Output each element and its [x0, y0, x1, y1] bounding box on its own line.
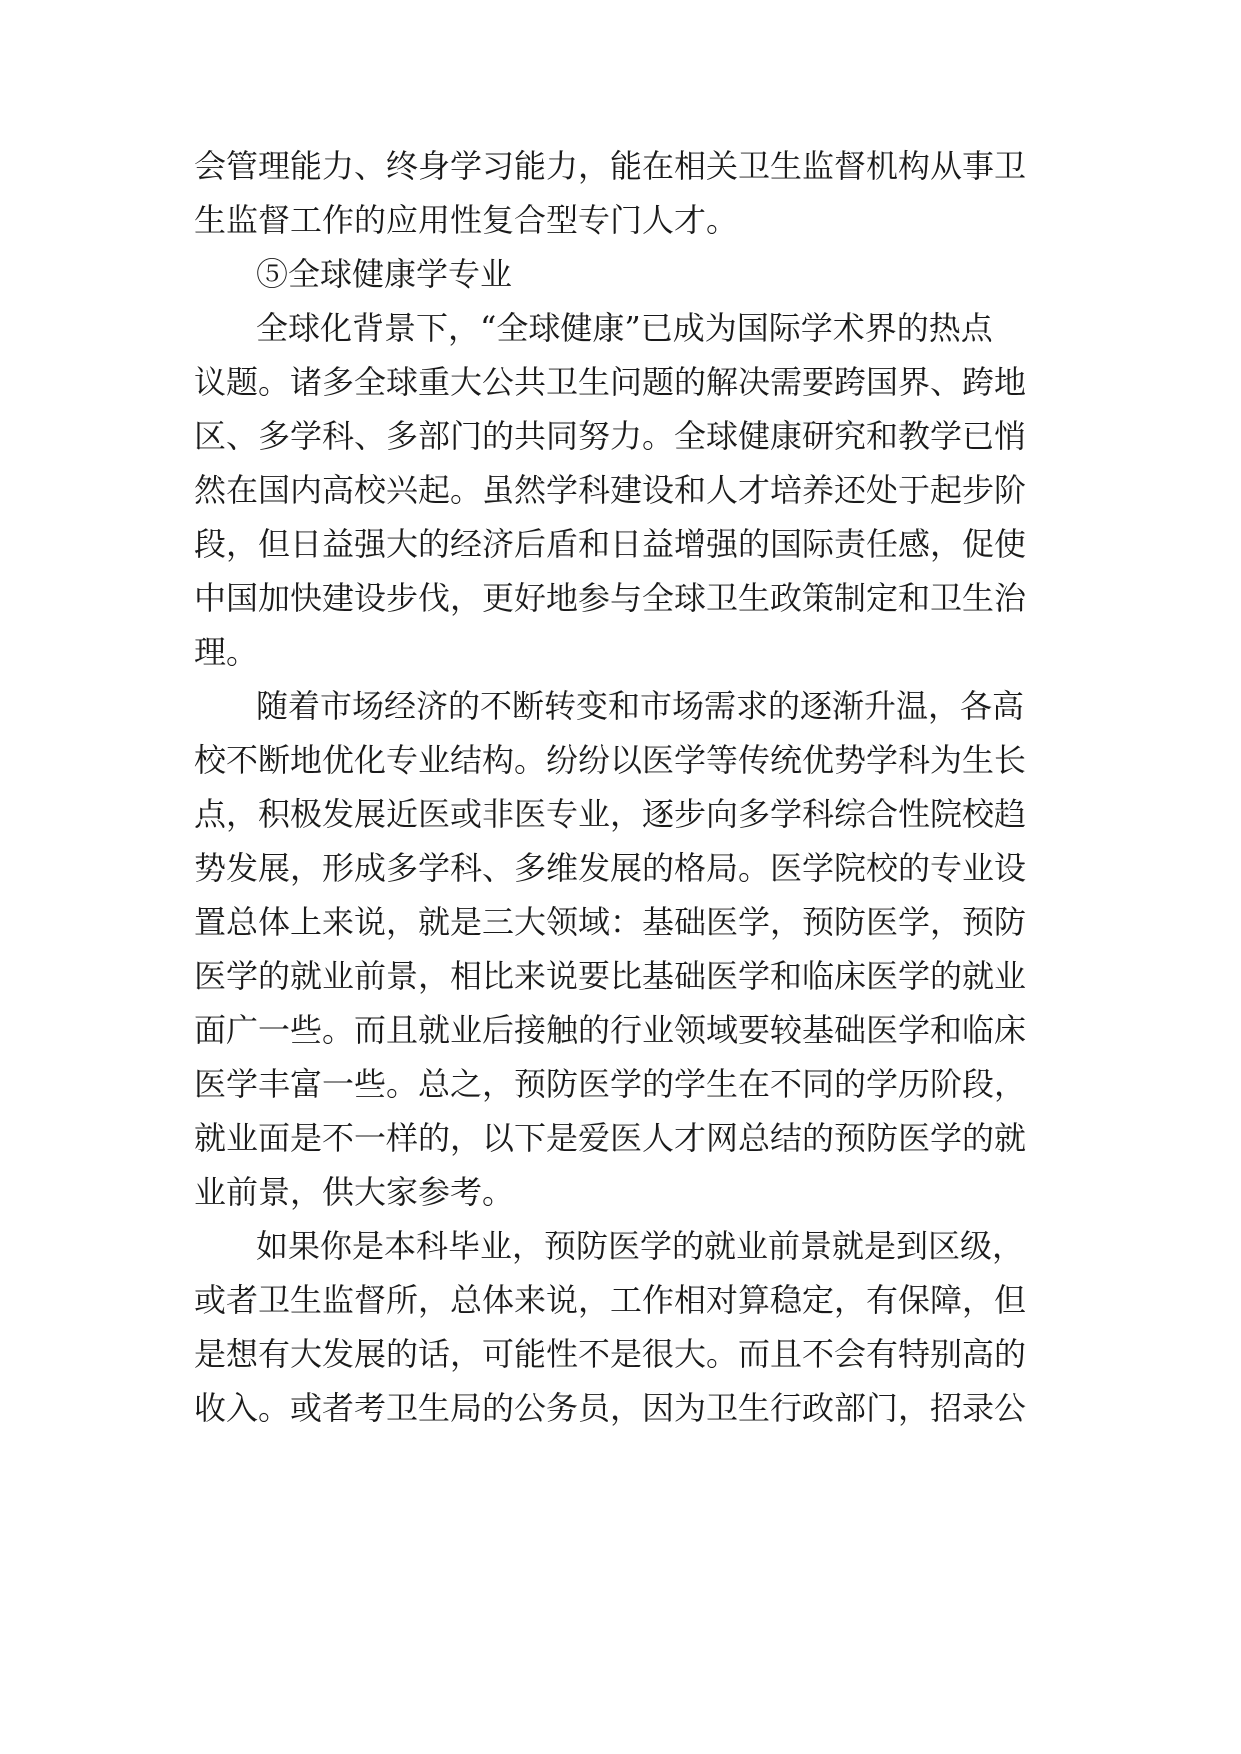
text-line: 医学的就业前景，相比来说要比基础医学和临床医学的就业 [194, 957, 1027, 995]
text-line: 会管理能力、终身学习能力，能在相关卫生监督机构从事卫 [194, 147, 1027, 185]
text-line: 或者卫生监督所，总体来说，工作相对算稳定，有保障，但 [194, 1281, 1027, 1319]
text-line: 议题。诸多全球重大公共卫生问题的解决需要跨国界、跨地 [194, 363, 1027, 401]
text-line: 全球化背景下，“全球健康”已成为国际学术界的热点 [256, 309, 993, 347]
text-line: 医学丰富一些。总之，预防医学的学生在不同的学历阶段， [194, 1065, 1027, 1103]
text-line: 理。 [194, 633, 259, 671]
text-line: 校不断地优化专业结构。纷纷以医学等传统优势学科为生长 [194, 741, 1027, 779]
section-heading: ⑤全球健康学专业 [256, 255, 513, 293]
text-line: 势发展，形成多学科、多维发展的格局。医学院校的专业设 [194, 849, 1027, 887]
text-line: 段，但日益强大的经济后盾和日益增强的国际责任感，促使 [194, 525, 1027, 563]
text-line: 收入。或者考卫生局的公务员，因为卫生行政部门，招录公 [194, 1389, 1027, 1427]
text-line: 点，积极发展近医或非医专业，逐步向多学科综合性院校趋 [194, 795, 1027, 833]
text-line: 面广一些。而且就业后接触的行业领域要较基础医学和临床 [194, 1011, 1027, 1049]
text-line: 中国加快建设步伐，更好地参与全球卫生政策制定和卫生治 [194, 579, 1027, 617]
text-line: 如果你是本科毕业，预防医学的就业前景就是到区级， [256, 1227, 1025, 1265]
text-line: 然在国内高校兴起。虽然学科建设和人才培养还处于起步阶 [194, 471, 1027, 509]
text-line: 业前景，供大家参考。 [194, 1173, 515, 1211]
text-line: 生监督工作的应用性复合型专门人才。 [194, 201, 739, 239]
text-line: 置总体上来说，就是三大领域：基础医学，预防医学，预防 [194, 903, 1027, 941]
text-line: 就业面是不一样的，以下是爱医人才网总结的预防医学的就 [194, 1119, 1027, 1157]
text-line: 随着市场经济的不断转变和市场需求的逐渐升温，各高 [256, 687, 1025, 725]
text-line: 是想有大发展的话，可能性不是很大。而且不会有特别高的 [194, 1335, 1027, 1373]
text-line: 区、多学科、多部门的共同努力。全球健康研究和教学已悄 [194, 417, 1027, 455]
